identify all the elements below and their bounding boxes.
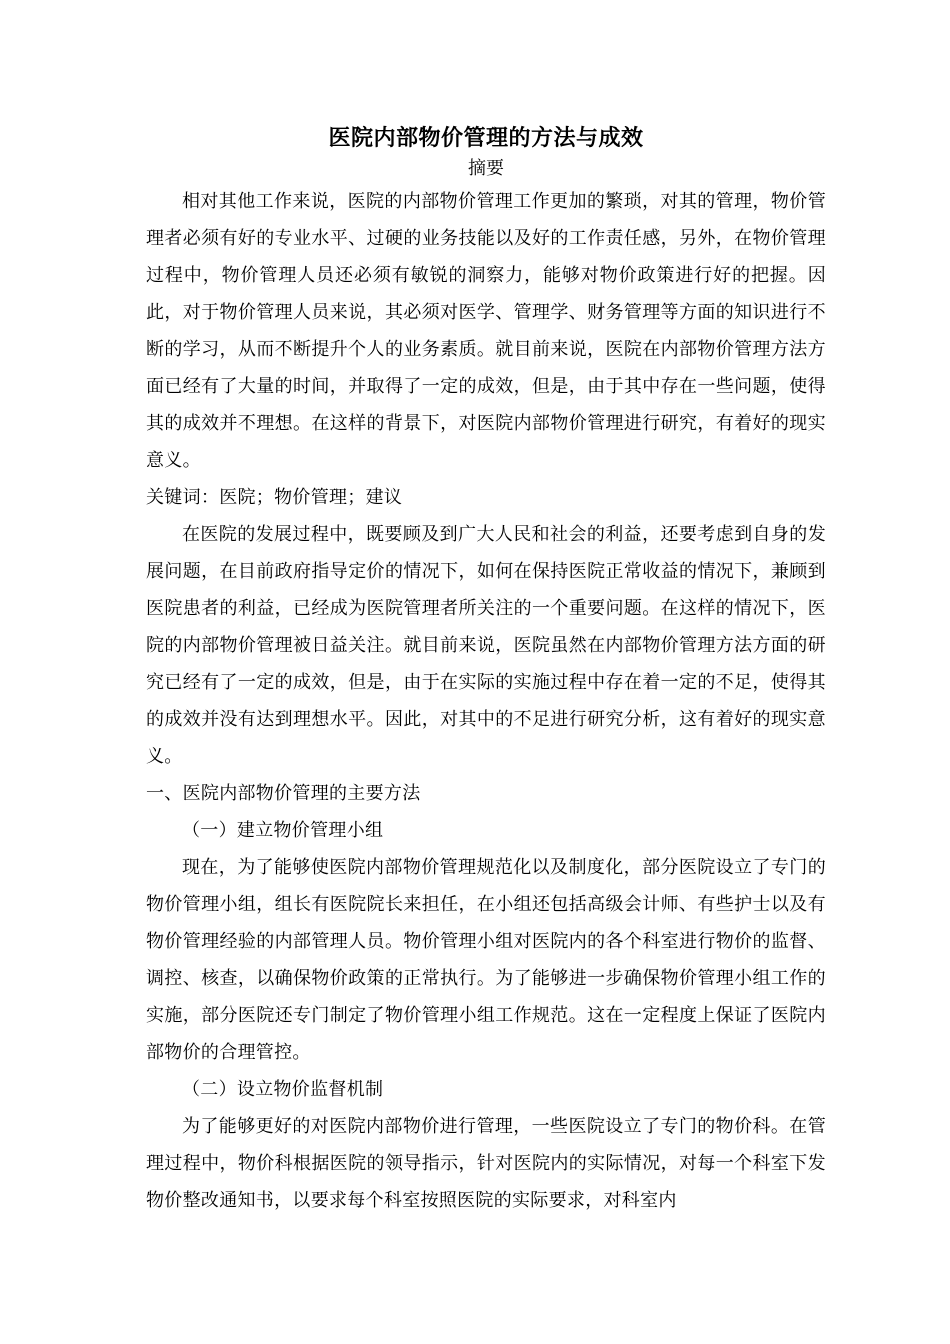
- abstract-heading: 摘要: [468, 158, 504, 179]
- section-heading: 一、医院内部物价管理的主要方法: [146, 783, 421, 804]
- subsection-heading: （二）设立物价监督机制: [182, 1079, 384, 1100]
- subsection-paragraph: 现在，为了能够使医院内部物价管理规范化以及制度化，部分医院设立了专门的物价管理小组，组长有医院院长来担任，在小组还包括高级会计师、有些护士以及有物价管理经验的内部管理人员。物价管理小组对医院内的各个科室进行物价的监督、调控、核查，以确保物价政策的正常执行。为了能够进一步确保物价管理小组工作的实施，部分医院还专门制定了物价管理小组工作规范。这在一定程度上保证了医院内部物价的合理管控。: [146, 857, 826, 1063]
- abstract-paragraph: 相对其他工作来说，医院的内部物价管理工作更加的繁琐，对其的管理，物价管理者必须有好的专业水平、过硬的业务技能以及好的工作责任感，另外，在物价管理过程中，物价管理人员还必须有敏锐的洞察力，能够对物价政策进行好的把握。因此，对于物价管理人员来说，其必须对医学、管理学、财务管理等方面的知识进行不断的学习，从而不断提升个人的业务素质。就目前来说，医院在内部物价管理方法方面已经有了大量的时间，并取得了一定的成效，但是，由于其中存在一些问题，使得其的成效并不理想。在这样的背景下，对医院内部物价管理进行研究，有着好的现实意义。: [146, 191, 826, 471]
- subsection-heading: （一）建立物价管理小组: [182, 820, 384, 841]
- document-page: [146, 118, 826, 1219]
- intro-paragraph: 在医院的发展过程中，既要顾及到广大人民和社会的利益，还要考虑到自身的发展问题，在目前政府指导定价的情况下，如何在保持医院正常收益的情况下，兼顾到医院患者的利益，已经成为医院管理者所关注的一个重要问题。在这样的情况下，医院的内部物价管理被日益关注。就目前来说，医院虽然在内部物价管理方法方面的研究已经有了一定的成效，但是，由于在实际的实施过程中存在着一定的不足，使得其的成效并没有达到理想水平。因此，对其中的不足进行研究分析，这有着好的现实意义。: [146, 524, 826, 767]
- keywords-line: 关键词：医院；物价管理；建议: [146, 487, 403, 508]
- document-title: 医院内部物价管理的方法与成效: [328, 125, 644, 151]
- subsection-paragraph: 为了能够更好的对医院内部物价进行管理，一些医院设立了专门的物价科。在管理过程中，物价科根据医院的领导指示，针对医院内的实际情况，对每一个科室下发物价整改通知书，以要求每个科室按照医院的实际要求，对科室内: [146, 1116, 826, 1211]
